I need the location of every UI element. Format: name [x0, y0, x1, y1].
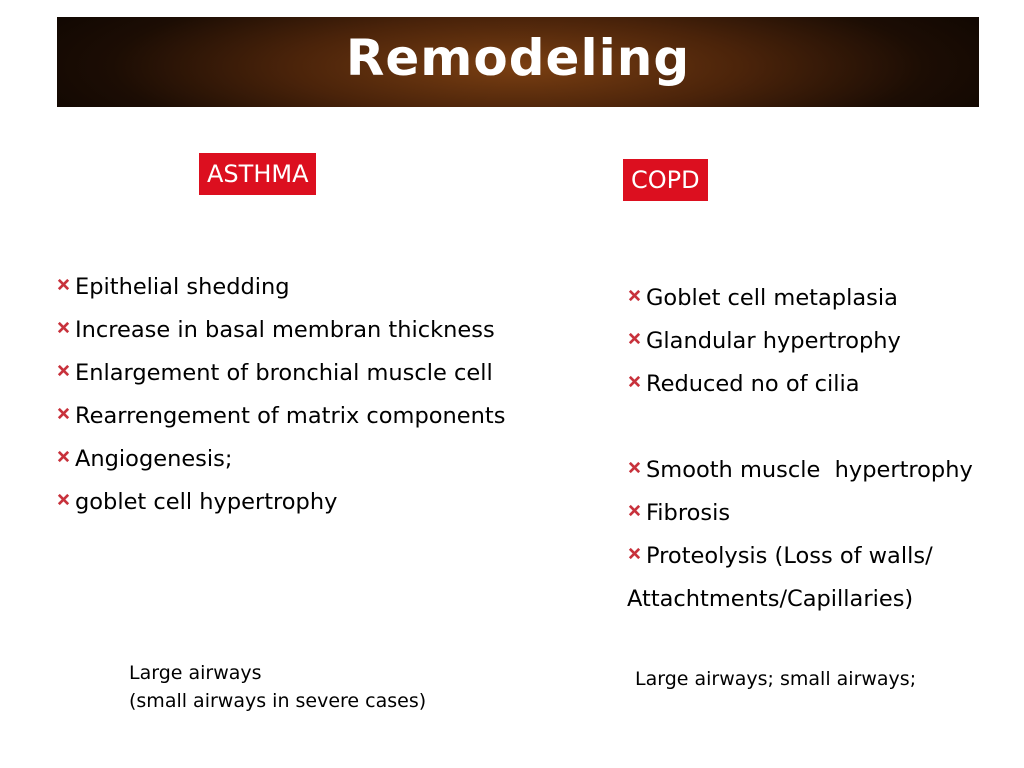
list-item [56, 395, 505, 438]
asthma-header-badge: ASTHMA [199, 153, 316, 195]
list-item [56, 352, 505, 395]
asthma-note-line1: Large airways [129, 662, 262, 684]
copd-header-badge: COPD [623, 159, 708, 201]
asthma-list [56, 266, 505, 524]
list-item [627, 277, 973, 320]
x-mark-icon [56, 492, 71, 507]
list-item-text: Proteolysis (Loss of walls/ [646, 543, 933, 569]
asthma-note-line2: (small airways in severe cases) [129, 690, 427, 712]
list-item-text: Goblet cell metaplasia [646, 285, 898, 311]
title-bar [57, 17, 979, 107]
list-item [627, 363, 973, 406]
list-item [627, 492, 973, 535]
asthma-note [129, 659, 426, 715]
x-mark-icon [627, 503, 642, 518]
x-mark-icon [56, 277, 71, 292]
x-mark-icon [627, 374, 642, 389]
list-item-text: Increase in basal membran thickness [75, 317, 495, 343]
list-item-text: Epithelial shedding [75, 274, 290, 300]
x-mark-icon [56, 406, 71, 421]
x-mark-icon [627, 288, 642, 303]
list-item [56, 438, 505, 481]
list-item [56, 266, 505, 309]
slide-title: Remodeling [345, 29, 691, 87]
list-item-continuation [627, 578, 973, 621]
list-item-text: Rearrengement of matrix components [75, 403, 506, 429]
list-item-text: Enlargement of bronchial muscle cell [75, 360, 493, 386]
list-item [627, 320, 973, 363]
copd-note: Large airways; small airways; [635, 668, 917, 690]
list-item-text: goblet cell hypertrophy [75, 489, 338, 515]
x-mark-icon [56, 449, 71, 464]
list-item [56, 309, 505, 352]
list-item-text: Attachtments/Capillaries) [627, 586, 914, 612]
list-item-text: Fibrosis [646, 500, 731, 526]
x-mark-icon [56, 363, 71, 378]
list-spacer [627, 406, 973, 449]
x-mark-icon [627, 460, 642, 475]
x-mark-icon [56, 320, 71, 335]
list-item-text: Reduced no of cilia [646, 371, 860, 397]
list-item-text: Smooth muscle hypertrophy [646, 457, 973, 483]
list-item [627, 535, 973, 578]
list-item [627, 449, 973, 492]
list-item-text: Glandular hypertrophy [646, 328, 901, 354]
copd-list [627, 277, 973, 621]
x-mark-icon [627, 331, 642, 346]
list-item [56, 481, 505, 524]
list-item-text: Angiogenesis; [75, 446, 233, 472]
x-mark-icon [627, 546, 642, 561]
